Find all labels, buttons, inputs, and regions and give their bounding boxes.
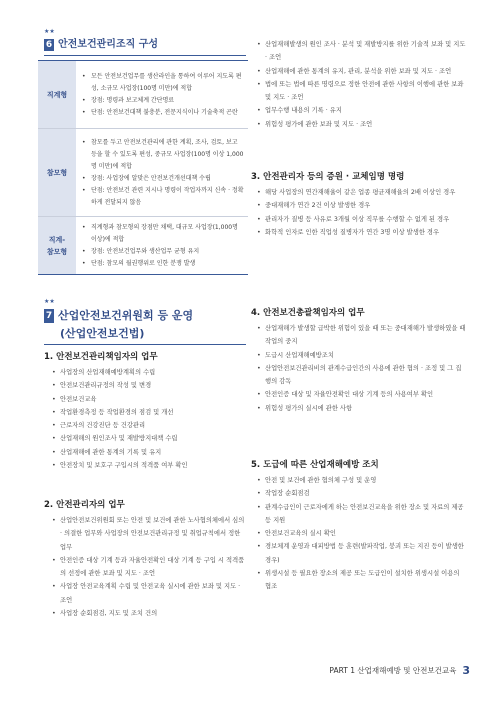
subsection-title: 3. 안전관리자 등의 증원 · 교체임명 명령	[251, 172, 405, 182]
list-item: • 관리자가 질병 등 사유로 3개월 이상 직무를 수행할 수 없게 된 경우	[257, 213, 467, 226]
list-item: • 경보체계 운영과 대피방법 등 훈련(발파작업, 붕괴 또는 지진 등이 발생한 경우)	[257, 540, 467, 567]
list-item: • 산업안전보건관리비의 관계수급인간의 사용에 관한 협의 · 조정 및 그 집행의 감독	[257, 362, 467, 389]
importance-stars: ★★	[44, 28, 55, 35]
list-item: • 중대재해가 연간 2건 이상 발생한 경우	[257, 199, 467, 212]
subsection-title: 5. 도급에 따른 산업재해예방 조치	[251, 460, 379, 470]
list-item: • 위생시설 등 필요한 장소의 제공 또는 도급인이 설치한 위생시설 이용의 협조	[257, 567, 467, 594]
org-structure-table	[38, 60, 248, 275]
list-item: • 단점: 참모의 월권행위로 인한 분쟁 발생	[82, 259, 196, 267]
section-title: 안전보건관리조직 구성	[58, 39, 159, 50]
list-item: • 장점: 명령과 보고체계 간단명료	[82, 96, 175, 104]
list-item: • 장점: 사업장에 알맞은 안전보건개선대책 수립	[82, 174, 211, 182]
table-row	[38, 61, 248, 129]
list-item: • 안전보건관리규정의 작성 및 변경	[52, 379, 248, 392]
list-item: • 근로자의 건강진단 등 건강관리	[52, 419, 248, 432]
list-item: • 모든 안전보건업무를 생산라인을 통하여 이루어 지도록 편성, 소규모 사업장(100명 미만)에 적합	[82, 72, 242, 92]
list-item: • 산업재해가 발생할 급박한 위험이 있을 때 또는 중대재해가 발생하였을 때 작업의 중지	[257, 322, 467, 349]
section-divider	[44, 344, 246, 345]
list-item: • 산업재해의 원인조사 및 재발방지대책 수립	[52, 432, 248, 445]
footer-part-title: PART 1 산업재해예방 및 안전보건교육	[329, 666, 457, 675]
list-item: • 산업안전보건위원회 또는 안전 및 보건에 관한 노사협의체에서 심의 · 의결한 업무와 사업장의 안전보건관리규정 및 취업규칙에서 정한 업무	[52, 514, 248, 554]
list-item: • 업무수행 내용의 기록 · 유지	[257, 104, 467, 117]
page-number: 3	[462, 664, 470, 677]
list-item: • 안전장치 및 보호구 구입시의 적격품 여부 확인	[52, 459, 248, 472]
row-header: 직계- 참모형	[38, 217, 76, 275]
list-item: • 화학적 인자로 인한 직업성 질병자가 연간 3명 이상 발생한 경우	[257, 226, 467, 239]
list-item: • 도급시 산업재해예방조치	[257, 349, 467, 362]
section-number: 6	[45, 40, 53, 50]
list-item: • 위험성 평가에 관한 보좌 및 지도 · 조언	[257, 118, 467, 131]
list-item: • 사업장 안전교육계획 수립 및 안전교육 실시에 관한 보좌 및 지도 · 조언	[52, 580, 248, 607]
section-title: 산업안전보건위원회 등 운영	[58, 309, 194, 322]
list-item: • 해당 사업장의 연간재해율이 같은 업종 평균재해율의 2배 이상인 경우	[257, 186, 467, 199]
duty-list	[52, 514, 248, 620]
list-item: • 산업재해에 관한 통계의 기록 및 유지	[52, 446, 248, 459]
list-item: • 산업재해에 관한 통계의 유지, 관리, 분석을 위한 보좌 및 지도 · 조언	[257, 65, 467, 78]
table-row	[38, 217, 248, 275]
row-body	[76, 217, 248, 275]
section-6-heading	[44, 38, 158, 52]
subsection-title: 4. 안전보건총괄책임자의 업무	[251, 308, 365, 318]
list-item: • 안전인증 대상 기계 등과 자율안전확인 대상 기계 등 구입 시 적격품의 선정에 관한 보좌 및 지도 · 조언	[52, 554, 248, 581]
duty-list	[257, 186, 467, 239]
list-item: • 법에 또는 법에 따른 명령으로 정한 안전에 관한 사항의 이행에 관한 보좌 및 지도 · 조언	[257, 78, 467, 105]
list-item: • 안전보건교육의 실시 확인	[257, 527, 467, 540]
subsection-title: 2. 안전관리자의 업무	[44, 500, 125, 510]
section-subtitle: (산업안전보건법)	[60, 327, 145, 340]
page-footer	[329, 664, 470, 677]
list-item: • 직계형과 참모형의 장점만 채택, 대규모 사업장(1,000명 이상)에 적합	[82, 223, 238, 243]
table-row	[38, 129, 248, 217]
list-item: • 위험성 평가의 실시에 관한 사항	[257, 402, 467, 415]
row-body	[76, 129, 248, 217]
duty-list	[257, 322, 467, 415]
list-item: • 참모를 두고 안전보건관리에 관한 계획, 조사, 검토, 보고 등을 할 수 있도록 편성, 중규모 사업장(100명 이상 1,000명 미만)에 적합	[82, 138, 244, 170]
list-item: • 안전인증 대상 및 자율안전확인 대상 기계 등의 사용여부 확인	[257, 388, 467, 401]
list-item: • 사업장 순회점검, 지도 및 조치 건의	[52, 607, 248, 620]
row-header: 참모형	[38, 129, 76, 217]
list-item: • 사업장의 산업재해예방계획의 수립	[52, 366, 248, 379]
row-body	[76, 61, 248, 129]
list-item: • 작업환경측정 등 작업환경의 점검 및 개선	[52, 406, 248, 419]
list-item: • 관계수급인이 근로자에게 하는 안전보건교육을 위한 장소 및 자료의 제공 등 지원	[257, 501, 467, 528]
row-header: 직계형	[38, 61, 76, 129]
list-item: • 산업재해발생의 원인 조사 · 분석 및 재발방지를 위한 기술적 보좌 및 지도 · 조언	[257, 38, 467, 65]
section-7-heading	[44, 308, 193, 324]
list-item: • 안전보건교육	[52, 393, 248, 406]
list-item: • 단점: 안전보건대책 불충분, 전문지식이나 기술축적 곤란	[82, 108, 238, 116]
list-item: • 단점: 안전보건 관련 지시나 명령이 작업자까지 신속 · 정확하게 전달되지 않음	[82, 186, 244, 206]
list-item: • 안전 및 보건에 관한 협의체 구성 및 운영	[257, 474, 467, 487]
list-item: • 작업장 순회점검	[257, 487, 467, 500]
list-item: • 장점: 안전보건업무와 생산업무 균형 유지	[82, 247, 200, 255]
subsection-title: 1. 안전보건관리책임자의 업무	[44, 352, 158, 362]
duty-list	[52, 366, 248, 472]
duty-list-continued	[257, 38, 467, 131]
section-number: 7	[45, 311, 53, 321]
section-divider	[44, 55, 246, 56]
duty-list	[257, 474, 467, 594]
importance-stars: ★★	[44, 298, 55, 305]
